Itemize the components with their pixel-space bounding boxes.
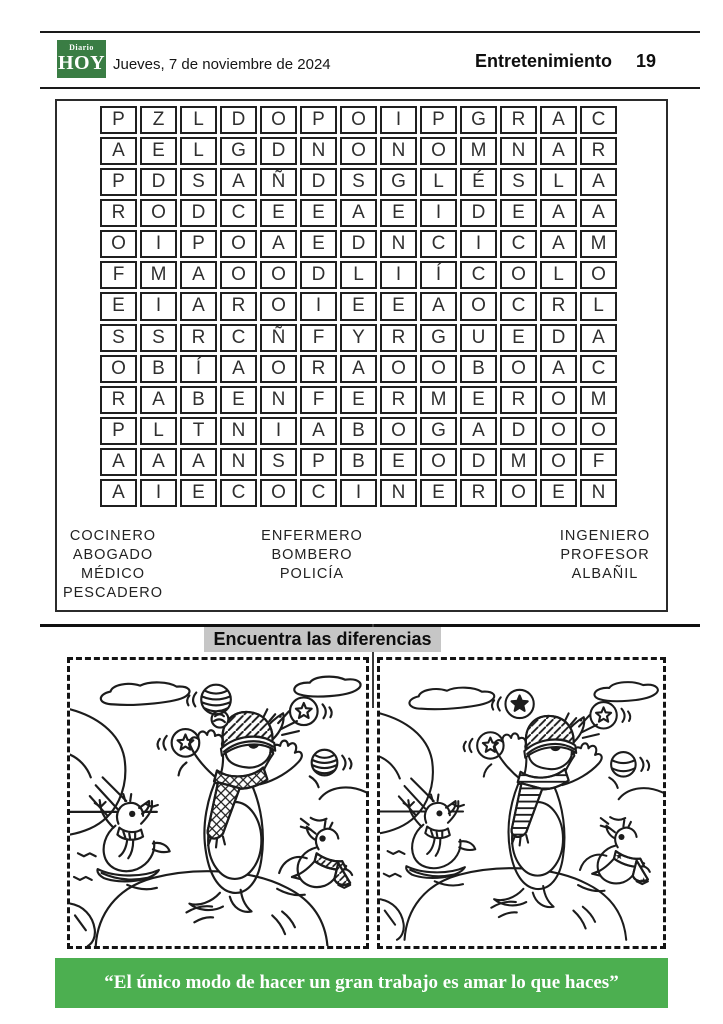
- grid-cell: R: [540, 292, 577, 320]
- grid-cell: N: [380, 479, 417, 507]
- grid-cell: O: [260, 261, 297, 289]
- grid-cell: A: [140, 448, 177, 476]
- grid-cell: E: [340, 386, 377, 414]
- grid-cell: O: [420, 137, 457, 165]
- grid-cell: D: [300, 261, 337, 289]
- grid-cell: I: [260, 417, 297, 445]
- word-item: ABOGADO: [72, 547, 154, 563]
- grid-cell: F: [580, 448, 617, 476]
- hoy-logo: [57, 40, 106, 78]
- grid-cell: M: [500, 448, 537, 476]
- grid-cell: N: [260, 386, 297, 414]
- grid-cell: E: [300, 230, 337, 258]
- grid-cell: A: [420, 292, 457, 320]
- grid-cell: O: [260, 106, 297, 134]
- grid-cell: F: [300, 324, 337, 352]
- grid-cell: D: [340, 230, 377, 258]
- grid-cell: A: [340, 355, 377, 383]
- grid-cell: C: [220, 479, 257, 507]
- grid-cell: E: [300, 199, 337, 227]
- grid-cell: O: [580, 417, 617, 445]
- logo-top-label: Diario: [69, 43, 94, 52]
- grid-cell: L: [540, 261, 577, 289]
- word-item: BOMBERO: [271, 547, 353, 563]
- grid-cell: A: [340, 199, 377, 227]
- grid-cell: E: [180, 479, 217, 507]
- grid-cell: C: [500, 230, 537, 258]
- grid-cell: C: [500, 292, 537, 320]
- grid-cell: L: [420, 168, 457, 196]
- grid-cell: O: [260, 292, 297, 320]
- grid-cell: S: [260, 448, 297, 476]
- grid-cell: O: [420, 355, 457, 383]
- grid-cell: O: [580, 261, 617, 289]
- grid-cell: M: [420, 386, 457, 414]
- grid-cell: A: [100, 137, 137, 165]
- grid-cell: S: [500, 168, 537, 196]
- grid-cell: C: [420, 230, 457, 258]
- grid-cell: D: [460, 448, 497, 476]
- grid-cell: L: [180, 106, 217, 134]
- grid-cell: E: [100, 292, 137, 320]
- grid-cell: M: [140, 261, 177, 289]
- grid-cell: O: [500, 261, 537, 289]
- grid-cell: B: [460, 355, 497, 383]
- grid-cell: E: [140, 137, 177, 165]
- grid-cell: E: [420, 479, 457, 507]
- grid-cell: P: [100, 168, 137, 196]
- grid-cell: A: [540, 106, 577, 134]
- spot-difference-scene: [70, 660, 366, 946]
- grid-cell: R: [580, 137, 617, 165]
- grid-cell: U: [460, 324, 497, 352]
- grid-cell: O: [500, 479, 537, 507]
- word-item: INGENIERO: [559, 528, 651, 544]
- grid-cell: A: [540, 355, 577, 383]
- quote-banner: “El único modo de hacer un gran trabajo es amar lo que haces”: [55, 958, 668, 1008]
- grid-cell: N: [380, 230, 417, 258]
- grid-cell: D: [460, 199, 497, 227]
- grid-cell: O: [340, 137, 377, 165]
- grid-cell: C: [220, 199, 257, 227]
- grid-cell: L: [580, 292, 617, 320]
- grid-cell: A: [180, 448, 217, 476]
- grid-cell: I: [300, 292, 337, 320]
- differences-title: Encuentra las diferencias: [204, 627, 441, 652]
- grid-cell: P: [100, 417, 137, 445]
- grid-cell: G: [420, 417, 457, 445]
- grid-cell: A: [300, 417, 337, 445]
- word-item: ENFERMERO: [261, 528, 363, 544]
- grid-cell: Y: [340, 324, 377, 352]
- word-search-box: [55, 99, 668, 612]
- spot-difference-scene: [380, 660, 663, 946]
- grid-cell: C: [300, 479, 337, 507]
- grid-cell: O: [100, 230, 137, 258]
- word-item: PROFESOR: [560, 547, 650, 563]
- grid-cell: N: [220, 417, 257, 445]
- grid-cell: O: [100, 355, 137, 383]
- grid-cell: N: [580, 479, 617, 507]
- grid-cell: A: [540, 199, 577, 227]
- word-column: [57, 527, 169, 603]
- word-column: [242, 527, 382, 584]
- top-rule: [40, 31, 700, 33]
- word-item: ALBAÑIL: [571, 566, 639, 582]
- grid-cell: D: [220, 106, 257, 134]
- grid-cell: O: [540, 417, 577, 445]
- word-item: COCINERO: [69, 528, 157, 544]
- edition-date: Jueves, 7 de noviembre de 2024: [113, 56, 331, 73]
- grid-cell: R: [500, 106, 537, 134]
- grid-cell: F: [100, 261, 137, 289]
- grid-cell: O: [260, 479, 297, 507]
- grid-cell: B: [140, 355, 177, 383]
- grid-cell: A: [580, 199, 617, 227]
- grid-cell: A: [180, 292, 217, 320]
- grid-cell: A: [460, 417, 497, 445]
- grid-cell: E: [540, 479, 577, 507]
- grid-cell: Í: [180, 355, 217, 383]
- grid-cell: R: [380, 324, 417, 352]
- grid-cell: O: [140, 199, 177, 227]
- grid-cell: L: [340, 261, 377, 289]
- grid-cell: E: [380, 292, 417, 320]
- word-item: MÉDICO: [81, 566, 145, 582]
- grid-cell: B: [180, 386, 217, 414]
- grid-cell: A: [100, 479, 137, 507]
- grid-cell: Ñ: [260, 168, 297, 196]
- grid-cell: N: [380, 137, 417, 165]
- grid-cell: D: [180, 199, 217, 227]
- grid-cell: A: [220, 355, 257, 383]
- grid-cell: C: [580, 355, 617, 383]
- grid-cell: A: [540, 230, 577, 258]
- section-title: Entretenimiento: [474, 51, 612, 71]
- grid-cell: O: [540, 386, 577, 414]
- word-item: POLICÍA: [279, 566, 345, 582]
- grid-cell: P: [420, 106, 457, 134]
- grid-cell: N: [220, 448, 257, 476]
- grid-cell: E: [500, 324, 537, 352]
- grid-cell: R: [500, 386, 537, 414]
- grid-cell: A: [100, 448, 137, 476]
- grid-cell: S: [100, 324, 137, 352]
- grid-cell: P: [100, 106, 137, 134]
- grid-cell: M: [460, 137, 497, 165]
- word-search-grid: [100, 106, 617, 507]
- grid-cell: D: [500, 417, 537, 445]
- grid-cell: I: [380, 106, 417, 134]
- grid-cell: A: [220, 168, 257, 196]
- word-column: [540, 527, 670, 584]
- grid-cell: S: [180, 168, 217, 196]
- grid-cell: N: [300, 137, 337, 165]
- grid-cell: R: [100, 386, 137, 414]
- grid-cell: E: [220, 386, 257, 414]
- grid-cell: G: [420, 324, 457, 352]
- grid-cell: O: [500, 355, 537, 383]
- grid-cell: Í: [420, 261, 457, 289]
- grid-cell: S: [140, 324, 177, 352]
- grid-cell: A: [580, 324, 617, 352]
- grid-cell: C: [460, 261, 497, 289]
- header-rule: [40, 87, 700, 89]
- grid-cell: P: [180, 230, 217, 258]
- grid-cell: L: [140, 417, 177, 445]
- grid-cell: O: [220, 230, 257, 258]
- grid-cell: R: [180, 324, 217, 352]
- grid-cell: D: [140, 168, 177, 196]
- grid-cell: P: [300, 448, 337, 476]
- grid-cell: R: [380, 386, 417, 414]
- grid-cell: E: [500, 199, 537, 227]
- difference-panel: [67, 657, 369, 949]
- grid-cell: R: [300, 355, 337, 383]
- grid-cell: P: [300, 106, 337, 134]
- grid-cell: I: [460, 230, 497, 258]
- grid-cell: E: [260, 199, 297, 227]
- grid-cell: É: [460, 168, 497, 196]
- grid-cell: M: [580, 386, 617, 414]
- grid-cell: O: [340, 106, 377, 134]
- grid-cell: R: [220, 292, 257, 320]
- grid-cell: F: [300, 386, 337, 414]
- grid-cell: C: [220, 324, 257, 352]
- grid-cell: D: [300, 168, 337, 196]
- logo-main-label: HOY: [57, 52, 106, 74]
- grid-cell: E: [380, 448, 417, 476]
- grid-cell: E: [380, 199, 417, 227]
- word-item: PESCADERO: [62, 585, 164, 601]
- grid-cell: A: [540, 137, 577, 165]
- grid-cell: O: [220, 261, 257, 289]
- grid-cell: D: [540, 324, 577, 352]
- difference-panel: [377, 657, 666, 949]
- grid-cell: L: [180, 137, 217, 165]
- grid-cell: L: [540, 168, 577, 196]
- grid-cell: G: [460, 106, 497, 134]
- grid-cell: O: [380, 355, 417, 383]
- grid-cell: A: [180, 261, 217, 289]
- grid-cell: A: [580, 168, 617, 196]
- grid-cell: I: [420, 199, 457, 227]
- grid-cell: C: [580, 106, 617, 134]
- grid-cell: I: [380, 261, 417, 289]
- grid-cell: Ñ: [260, 324, 297, 352]
- grid-cell: I: [140, 479, 177, 507]
- grid-cell: I: [140, 230, 177, 258]
- grid-cell: B: [340, 417, 377, 445]
- grid-cell: A: [260, 230, 297, 258]
- grid-cell: I: [140, 292, 177, 320]
- grid-cell: G: [220, 137, 257, 165]
- grid-cell: R: [100, 199, 137, 227]
- grid-cell: A: [140, 386, 177, 414]
- grid-cell: E: [460, 386, 497, 414]
- grid-cell: O: [460, 292, 497, 320]
- grid-cell: N: [500, 137, 537, 165]
- grid-cell: R: [460, 479, 497, 507]
- grid-cell: M: [580, 230, 617, 258]
- grid-cell: O: [540, 448, 577, 476]
- grid-cell: E: [340, 292, 377, 320]
- grid-cell: O: [420, 448, 457, 476]
- grid-cell: S: [340, 168, 377, 196]
- grid-cell: B: [340, 448, 377, 476]
- grid-cell: O: [260, 355, 297, 383]
- grid-cell: D: [260, 137, 297, 165]
- grid-cell: I: [340, 479, 377, 507]
- grid-cell: T: [180, 417, 217, 445]
- page-number: 19: [635, 51, 656, 71]
- grid-cell: O: [380, 417, 417, 445]
- grid-cell: Z: [140, 106, 177, 134]
- grid-cell: G: [380, 168, 417, 196]
